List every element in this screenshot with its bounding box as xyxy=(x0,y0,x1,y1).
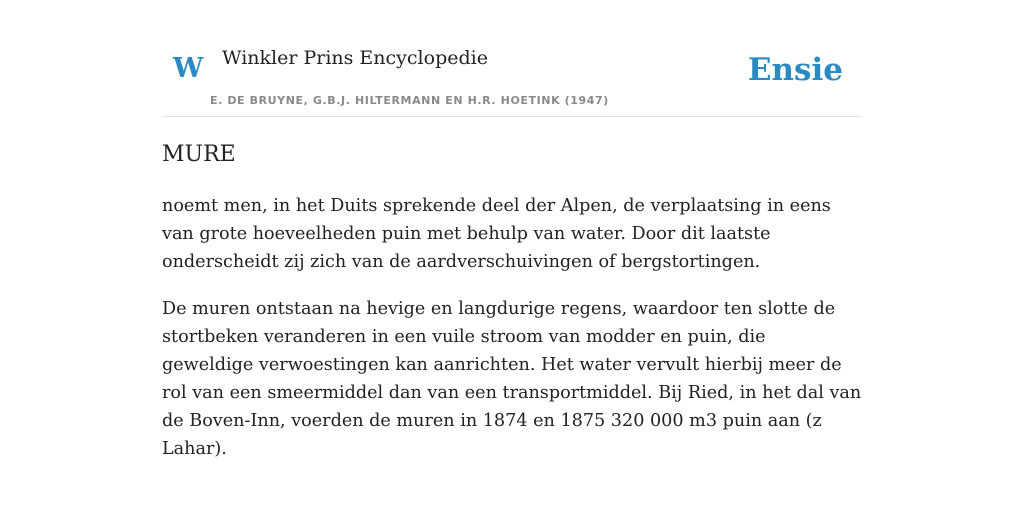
entry-paragraph: De muren ontstaan na hevige en langdurige regens, waardoor ten slotte de stortbeken veranderen in een vuile stroom van modder en puin, die geweldige verwoestingen kan aanrichten. Het water vervult hierbij meer de rol van een smeermiddel dan van een transportmiddel. Bij Ried, in het dal van de Boven-Inn, voerden de muren in 1874 en 1875 320 000 m3 puin aan (z Lahar). xyxy=(162,299,862,459)
source-header xyxy=(162,0,862,117)
page xyxy=(162,0,862,512)
source-title[interactable]: Winkler Prins Encyclopedie xyxy=(222,47,488,69)
source-logo-icon[interactable]: W xyxy=(173,53,204,84)
source-authors: E. DE BRUYNE, G.B.J. HILTERMANN EN H.R. HOETINK (1947) xyxy=(210,94,609,107)
brand-logo-link[interactable]: Ensie xyxy=(747,52,843,88)
entry-body xyxy=(162,192,862,482)
entry-paragraph: noemt men, in het Duits sprekende deel der Alpen, de verplaatsing in eens van grote hoeveelheden puin met behulp van water. Door dit laatste onderscheidt zij zich van de aardverschuivingen of bergstortingen. xyxy=(162,196,831,272)
entry-title: MURE xyxy=(162,142,236,167)
